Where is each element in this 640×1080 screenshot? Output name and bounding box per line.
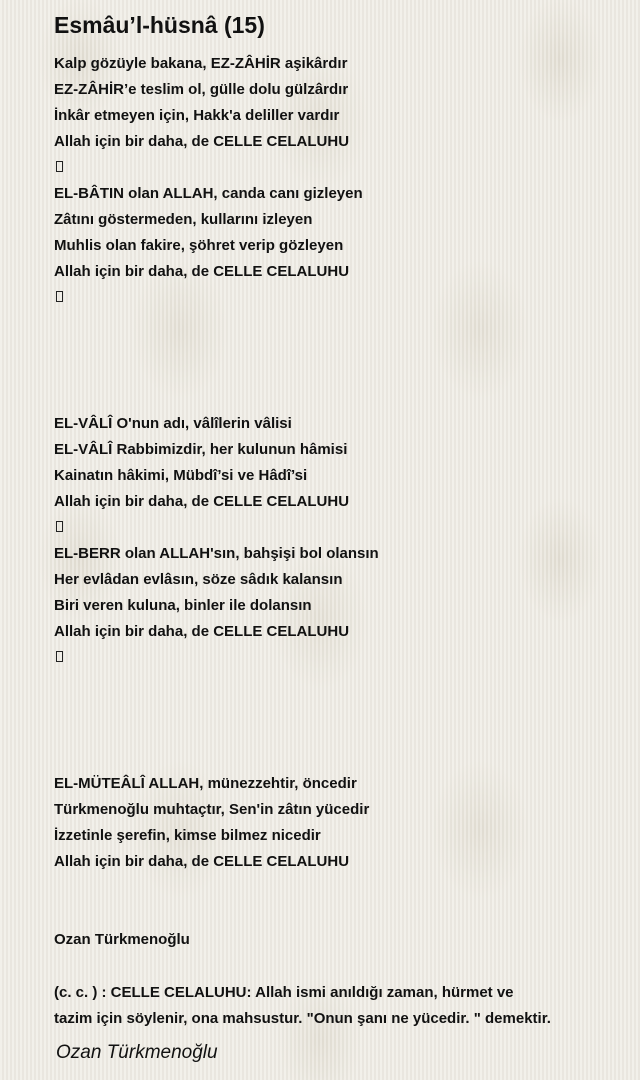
author-name: Ozan Türkmenoğlu: [54, 931, 190, 948]
poem-line: Her evlâdan evlâsın, söze sâdık kalansın: [54, 571, 343, 588]
poem-line: EL-MÜTEÂLÎ ALLAH, münezzehtir, öncedir: [54, 775, 357, 792]
poem-line: Allah için bir daha, de CELLE CELALUHU: [54, 853, 350, 870]
poem-line: Zâtını göstermeden, kullarını izleyen: [54, 211, 313, 228]
author-signature: Ozan Türkmenoğlu: [56, 1042, 218, 1063]
poem-line: Kainatın hâkimi, Mübdî’si ve Hâdî’si: [54, 467, 308, 484]
poem-line: Biri veren kuluna, binler ile dolansın: [54, 597, 312, 614]
footnote-line: (c. c. ) : CELLE CELALUHU: Allah ismi anıldığı zaman, hürmet ve: [54, 984, 514, 1001]
missing-glyph-box: [54, 289, 63, 307]
poem-line: İnkâr etmeyen için, Hakk'a deliller vardır: [54, 107, 340, 124]
poem-line: Kalp gözüyle bakana, EZ-ZÂHİR aşikârdır: [54, 55, 348, 72]
missing-glyph-box: [54, 159, 63, 177]
poem-line: EL-VÂLÎ O'nun adı, vâlîlerin vâlisi: [54, 415, 292, 432]
poem-line: İzzetinle şerefin, kimse bilmez nicedir: [54, 827, 321, 844]
poem-line: EL-BÂTIN olan ALLAH, canda canı gizleyen: [54, 185, 363, 202]
footnote-line: tazim için söylenir, ona mahsustur. "Onun şanı ne yücedir. " demektir.: [54, 1010, 551, 1027]
missing-glyph-box: [54, 519, 63, 537]
poem-line: Türkmenoğlu muhtaçtır, Sen'in zâtın yücedir: [54, 801, 370, 818]
poem-line: Allah için bir daha, de CELLE CELALUHU: [54, 133, 350, 150]
poem-line: Muhlis olan fakire, şöhret verip gözleyen: [54, 237, 344, 254]
missing-glyph-box: [54, 649, 63, 667]
poem-title: Esmâu’l-hüsnâ (15): [54, 12, 265, 38]
poem-line: EL-VÂLÎ Rabbimizdir, her kulunun hâmisi: [54, 441, 348, 458]
poem-line: Allah için bir daha, de CELLE CELALUHU: [54, 493, 350, 510]
poem-line: Allah için bir daha, de CELLE CELALUHU: [54, 623, 350, 640]
poem-line: Allah için bir daha, de CELLE CELALUHU: [54, 263, 350, 280]
poem-line: EZ-ZÂHİR’e teslim ol, gülle dolu gülzârdır: [54, 81, 349, 98]
poem-line: EL-BERR olan ALLAH'sın, bahşişi bol olansın: [54, 545, 379, 562]
